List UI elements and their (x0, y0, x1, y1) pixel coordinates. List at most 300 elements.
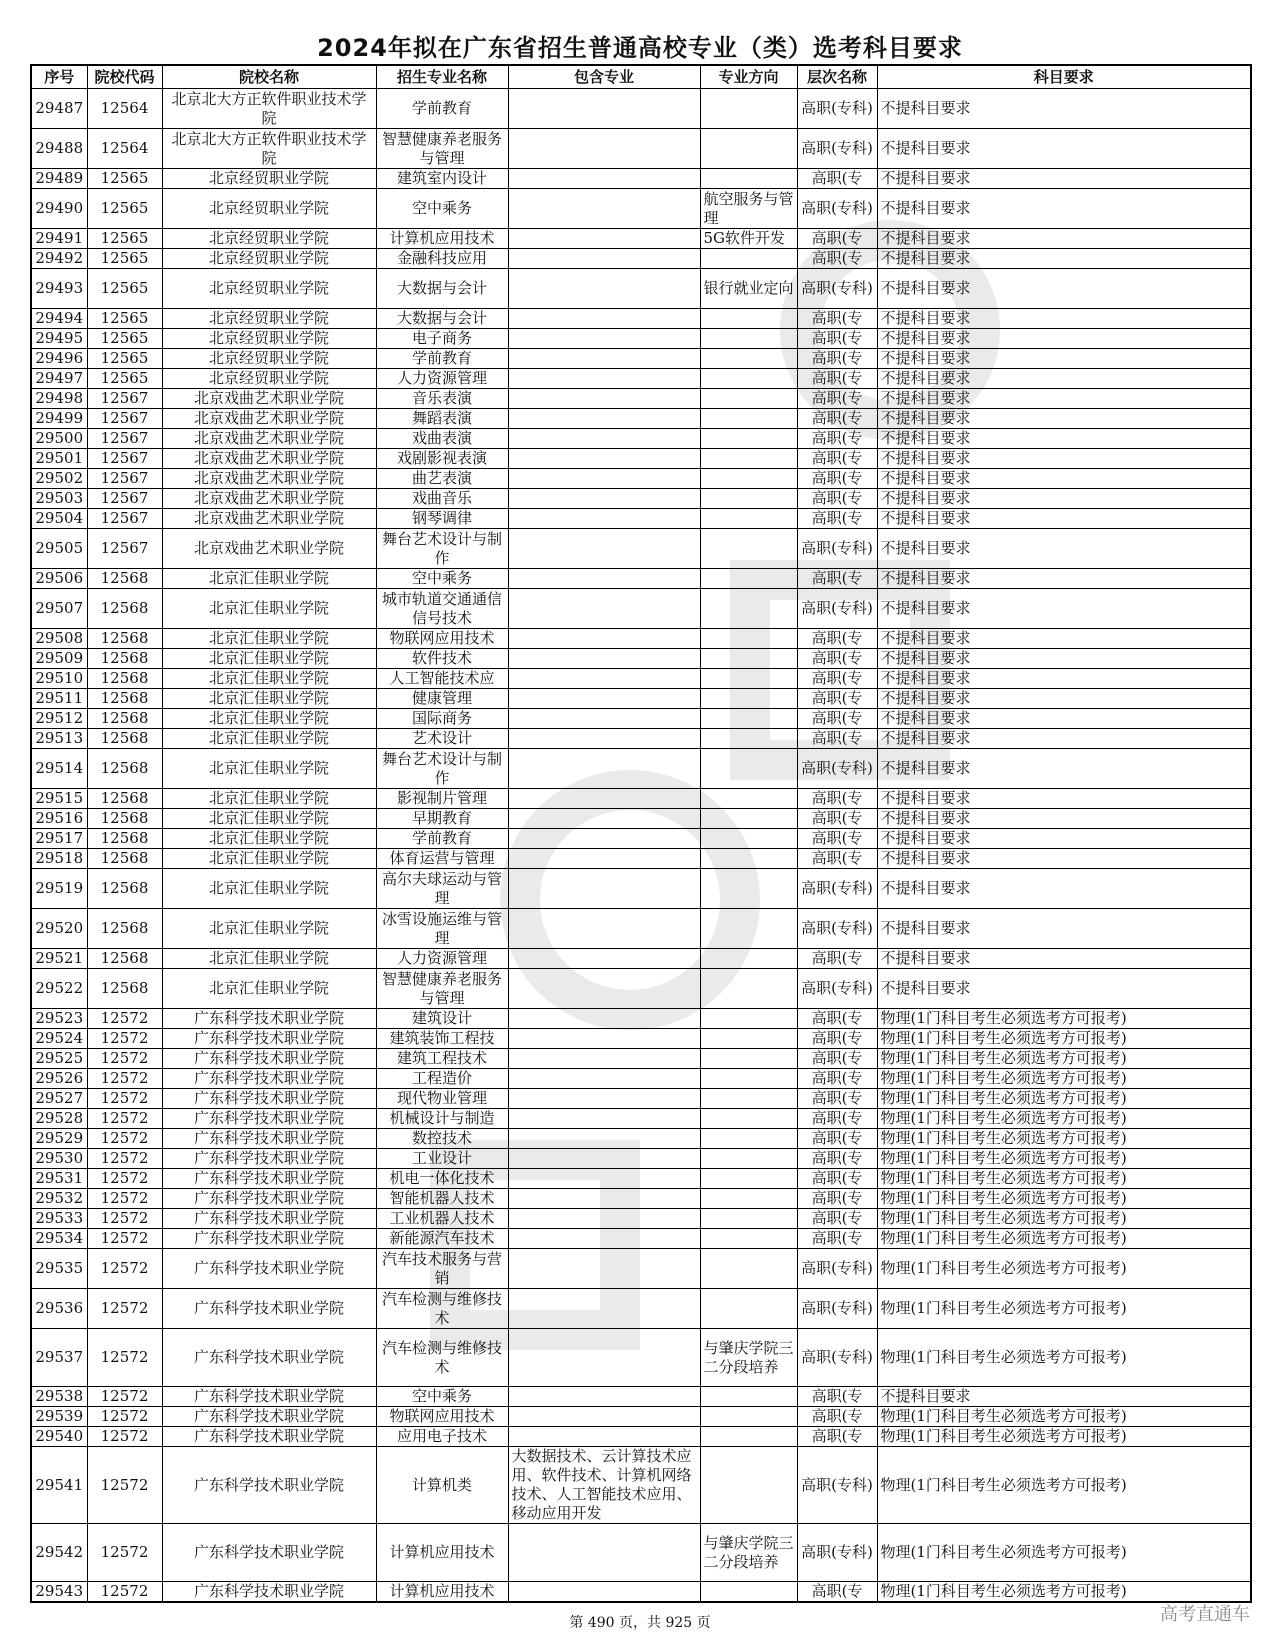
cell-school: 北京经贸职业学院 (162, 369, 376, 389)
table-row (31, 1189, 1251, 1209)
cell-school: 北京汇佳职业学院 (162, 669, 376, 689)
cell-major: 建筑工程技术 (376, 1049, 508, 1069)
cell-requirement: 不提科目要求 (877, 829, 1251, 849)
cell-school: 广东科学技术职业学院 (162, 1407, 376, 1427)
table-row (31, 469, 1251, 489)
cell-school: 广东科学技术职业学院 (162, 1069, 376, 1089)
cell-major: 机电一体化技术 (376, 1169, 508, 1189)
cell-major: 大数据与会计 (376, 309, 508, 329)
cell-school: 广东科学技术职业学院 (162, 1427, 376, 1447)
cell-requirement: 物理(1门科目考生必须选考方可报考) (877, 1447, 1251, 1524)
cell-direction (700, 249, 797, 269)
cell-direction (700, 449, 797, 469)
cell-code: 12568 (87, 689, 162, 709)
cell-requirement: 不提科目要求 (877, 649, 1251, 669)
cell-includes (508, 249, 700, 269)
cell-code: 12564 (87, 129, 162, 169)
cell-requirement: 物理(1门科目考生必须选考方可报考) (877, 1189, 1251, 1209)
cell-major: 智能机器人技术 (376, 1189, 508, 1209)
cell-major: 人力资源管理 (376, 949, 508, 969)
cell-includes (508, 909, 700, 949)
cell-level: 高职(专 (797, 429, 877, 449)
cell-requirement: 不提科目要求 (877, 329, 1251, 349)
cell-code: 12565 (87, 269, 162, 309)
cell-seq: 29502 (31, 469, 87, 489)
cell-seq: 29524 (31, 1029, 87, 1049)
header-includes: 包含专业 (508, 65, 700, 89)
cell-direction: 5G软件开发 (700, 229, 797, 249)
cell-major: 物联网应用技术 (376, 1407, 508, 1427)
cell-includes (508, 589, 700, 629)
cell-seq: 29538 (31, 1387, 87, 1407)
cell-major: 大数据与会计 (376, 269, 508, 309)
cell-school: 北京戏曲艺术职业学院 (162, 429, 376, 449)
cell-level: 高职(专 (797, 649, 877, 669)
cell-school: 北京汇佳职业学院 (162, 849, 376, 869)
cell-includes (508, 389, 700, 409)
cell-code: 12567 (87, 389, 162, 409)
cell-major: 舞台艺术设计与制作 (376, 529, 508, 569)
cell-code: 12568 (87, 729, 162, 749)
cell-level: 高职(专 (797, 1229, 877, 1249)
table-row (31, 589, 1251, 629)
cell-includes (508, 869, 700, 909)
cell-code: 12567 (87, 409, 162, 429)
cell-major: 智慧健康养老服务与管理 (376, 129, 508, 169)
cell-includes (508, 1069, 700, 1089)
cell-code: 12572 (87, 1447, 162, 1524)
cell-direction (700, 1447, 797, 1524)
cell-direction (700, 949, 797, 969)
cell-requirement: 不提科目要求 (877, 169, 1251, 189)
cell-school: 广东科学技术职业学院 (162, 1447, 376, 1524)
cell-major: 音乐表演 (376, 389, 508, 409)
cell-school: 北京戏曲艺术职业学院 (162, 389, 376, 409)
cell-code: 12565 (87, 349, 162, 369)
cell-major: 钢琴调律 (376, 509, 508, 529)
cell-direction (700, 1407, 797, 1427)
cell-direction (700, 689, 797, 709)
cell-direction: 航空服务与管理 (700, 189, 797, 229)
table-row (31, 309, 1251, 329)
cell-code: 12572 (87, 1129, 162, 1149)
cell-requirement: 不提科目要求 (877, 749, 1251, 789)
cell-school: 北京汇佳职业学院 (162, 869, 376, 909)
cell-code: 12567 (87, 489, 162, 509)
cell-requirement: 不提科目要求 (877, 529, 1251, 569)
cell-major: 工程造价 (376, 1069, 508, 1089)
cell-includes (508, 949, 700, 969)
cell-direction (700, 589, 797, 629)
table-row (31, 1129, 1251, 1149)
cell-requirement: 物理(1门科目考生必须选考方可报考) (877, 1169, 1251, 1189)
cell-level: 高职(专 (797, 249, 877, 269)
cell-includes (508, 1524, 700, 1582)
cell-direction (700, 1089, 797, 1109)
table-row (31, 1387, 1251, 1407)
cell-seq: 29503 (31, 489, 87, 509)
table-row (31, 1289, 1251, 1329)
cell-level: 高职(专 (797, 1169, 877, 1189)
cell-direction (700, 1427, 797, 1447)
table-row (31, 809, 1251, 829)
cell-code: 12567 (87, 469, 162, 489)
cell-school: 广东科学技术职业学院 (162, 1387, 376, 1407)
cell-requirement: 物理(1门科目考生必须选考方可报考) (877, 1229, 1251, 1249)
cell-level: 高职(专 (797, 1109, 877, 1129)
cell-requirement: 不提科目要求 (877, 789, 1251, 809)
cell-school: 北京汇佳职业学院 (162, 949, 376, 969)
cell-code: 12568 (87, 629, 162, 649)
cell-school: 北京汇佳职业学院 (162, 749, 376, 789)
cell-requirement: 不提科目要求 (877, 969, 1251, 1009)
table-row (31, 1249, 1251, 1289)
table-row (31, 1407, 1251, 1427)
cell-major: 建筑装饰工程技 (376, 1029, 508, 1049)
cell-requirement: 物理(1门科目考生必须选考方可报考) (877, 1009, 1251, 1029)
cell-includes (508, 229, 700, 249)
cell-code: 12572 (87, 1009, 162, 1029)
table-row (31, 1029, 1251, 1049)
cell-seq: 29529 (31, 1129, 87, 1149)
cell-seq: 29493 (31, 269, 87, 309)
cell-code: 12572 (87, 1149, 162, 1169)
cell-major: 舞蹈表演 (376, 409, 508, 429)
cell-seq: 29520 (31, 909, 87, 949)
cell-level: 高职(专科) (797, 909, 877, 949)
cell-includes (508, 349, 700, 369)
cell-includes (508, 1582, 700, 1603)
cell-code: 12568 (87, 869, 162, 909)
cell-requirement: 不提科目要求 (877, 569, 1251, 589)
cell-major: 现代物业管理 (376, 1089, 508, 1109)
cell-includes (508, 329, 700, 349)
cell-school: 广东科学技术职业学院 (162, 1229, 376, 1249)
cell-level: 高职(专科) (797, 89, 877, 129)
cell-seq: 29530 (31, 1149, 87, 1169)
cell-school: 广东科学技术职业学院 (162, 1189, 376, 1209)
cell-code: 12572 (87, 1049, 162, 1069)
cell-seq: 29536 (31, 1289, 87, 1329)
cell-seq: 29492 (31, 249, 87, 269)
table-row (31, 269, 1251, 309)
cell-direction (700, 1029, 797, 1049)
cell-major: 艺术设计 (376, 729, 508, 749)
cell-requirement: 不提科目要求 (877, 729, 1251, 749)
cell-includes (508, 1049, 700, 1069)
cell-major: 空中乘务 (376, 569, 508, 589)
cell-seq: 29527 (31, 1089, 87, 1109)
table-row (31, 949, 1251, 969)
cell-school: 北京汇佳职业学院 (162, 689, 376, 709)
cell-level: 高职(专 (797, 449, 877, 469)
cell-code: 12572 (87, 1249, 162, 1289)
cell-code: 12572 (87, 1387, 162, 1407)
cell-school: 北京戏曲艺术职业学院 (162, 509, 376, 529)
cell-code: 12568 (87, 649, 162, 669)
cell-seq: 29509 (31, 649, 87, 669)
cell-level: 高职(专 (797, 1582, 877, 1603)
cell-includes (508, 709, 700, 729)
cell-major: 体育运营与管理 (376, 849, 508, 869)
cell-direction (700, 909, 797, 949)
cell-major: 机械设计与制造 (376, 1109, 508, 1129)
cell-code: 12567 (87, 529, 162, 569)
page-title: 2024年拟在广东省招生普通高校专业（类）选考科目要求 (317, 34, 963, 62)
cell-major: 建筑室内设计 (376, 169, 508, 189)
cell-direction (700, 169, 797, 189)
cell-seq: 29504 (31, 509, 87, 529)
cell-seq: 29519 (31, 869, 87, 909)
cell-seq: 29542 (31, 1524, 87, 1582)
cell-major: 汽车技术服务与营销 (376, 1249, 508, 1289)
cell-seq: 29510 (31, 669, 87, 689)
cell-direction (700, 629, 797, 649)
cell-seq: 29507 (31, 589, 87, 629)
cell-includes (508, 409, 700, 429)
cell-major: 计算机应用技术 (376, 1582, 508, 1603)
cell-requirement: 不提科目要求 (877, 409, 1251, 429)
table-row (31, 1582, 1251, 1603)
cell-school: 广东科学技术职业学院 (162, 1524, 376, 1582)
cell-includes (508, 729, 700, 749)
cell-seq: 29533 (31, 1209, 87, 1229)
cell-includes (508, 169, 700, 189)
cell-direction (700, 1169, 797, 1189)
cell-direction (700, 849, 797, 869)
cell-level: 高职(专科) (797, 269, 877, 309)
cell-school: 广东科学技术职业学院 (162, 1129, 376, 1149)
cell-code: 12572 (87, 1329, 162, 1387)
cell-level: 高职(专科) (797, 749, 877, 789)
cell-seq: 29522 (31, 969, 87, 1009)
cell-includes (508, 369, 700, 389)
cell-level: 高职(专 (797, 1427, 877, 1447)
cell-includes (508, 269, 700, 309)
cell-school: 北京汇佳职业学院 (162, 829, 376, 849)
cell-school: 北京汇佳职业学院 (162, 969, 376, 1009)
cell-level: 高职(专 (797, 309, 877, 329)
cell-level: 高职(专 (797, 669, 877, 689)
cell-level: 高职(专 (797, 229, 877, 249)
cell-major: 建筑设计 (376, 1009, 508, 1029)
cell-includes (508, 449, 700, 469)
cell-includes (508, 1249, 700, 1289)
cell-school: 北京戏曲艺术职业学院 (162, 529, 376, 569)
cell-seq: 29488 (31, 129, 87, 169)
cell-level: 高职(专 (797, 469, 877, 489)
header-direction: 专业方向 (700, 65, 797, 89)
cell-level: 高职(专科) (797, 589, 877, 629)
table-row (31, 1109, 1251, 1129)
cell-requirement: 物理(1门科目考生必须选考方可报考) (877, 1029, 1251, 1049)
cell-includes (508, 689, 700, 709)
cell-school: 北京经贸职业学院 (162, 349, 376, 369)
cell-major: 冰雪设施运维与管理 (376, 909, 508, 949)
cell-direction (700, 1229, 797, 1249)
cell-direction (700, 569, 797, 589)
cell-includes: 大数据技术、云计算技术应用、软件技术、计算机网络技术、人工智能技术应用、移动应用开发 (508, 1447, 700, 1524)
cell-requirement: 不提科目要求 (877, 469, 1251, 489)
cell-direction (700, 429, 797, 449)
brand-watermark: 高考直通车 (1160, 1604, 1250, 1625)
cell-direction (700, 1109, 797, 1129)
cell-code: 12572 (87, 1069, 162, 1089)
cell-direction (700, 509, 797, 529)
cell-requirement: 不提科目要求 (877, 309, 1251, 329)
cell-seq: 29539 (31, 1407, 87, 1427)
cell-direction (700, 1582, 797, 1603)
cell-code: 12568 (87, 709, 162, 729)
cell-direction (700, 1209, 797, 1229)
table-row (31, 249, 1251, 269)
cell-level: 高职(专 (797, 1387, 877, 1407)
cell-requirement: 不提科目要求 (877, 909, 1251, 949)
cell-direction (700, 129, 797, 169)
cell-requirement: 不提科目要求 (877, 809, 1251, 829)
cell-requirement: 物理(1门科目考生必须选考方可报考) (877, 1089, 1251, 1109)
cell-major: 汽车检测与维修技术 (376, 1289, 508, 1329)
cell-code: 12567 (87, 429, 162, 449)
cell-includes (508, 429, 700, 449)
cell-direction (700, 809, 797, 829)
cell-seq: 29534 (31, 1229, 87, 1249)
header-major: 招生专业名称 (376, 65, 508, 89)
cell-school: 北京汇佳职业学院 (162, 649, 376, 669)
cell-major: 人工智能技术应 (376, 669, 508, 689)
cell-level: 高职(专 (797, 729, 877, 749)
cell-code: 12572 (87, 1109, 162, 1129)
cell-seq: 29512 (31, 709, 87, 729)
cell-seq: 29499 (31, 409, 87, 429)
cell-direction (700, 749, 797, 789)
cell-major: 影视制片管理 (376, 789, 508, 809)
cell-direction (700, 489, 797, 509)
table-row (31, 1524, 1251, 1582)
table-row (31, 729, 1251, 749)
cell-school: 北京北大方正软件职业技术学院 (162, 129, 376, 169)
cell-school: 北京戏曲艺术职业学院 (162, 469, 376, 489)
cell-code: 12565 (87, 229, 162, 249)
cell-school: 北京汇佳职业学院 (162, 569, 376, 589)
cell-school: 北京经贸职业学院 (162, 249, 376, 269)
cell-major: 金融科技应用 (376, 249, 508, 269)
cell-level: 高职(专 (797, 509, 877, 529)
cell-school: 北京经贸职业学院 (162, 269, 376, 309)
cell-major: 学前教育 (376, 829, 508, 849)
cell-includes (508, 529, 700, 569)
cell-school: 北京汇佳职业学院 (162, 789, 376, 809)
cell-code: 12568 (87, 829, 162, 849)
cell-level: 高职(专 (797, 829, 877, 849)
cell-requirement: 不提科目要求 (877, 509, 1251, 529)
cell-major: 软件技术 (376, 649, 508, 669)
cell-major: 高尔夫球运动与管理 (376, 869, 508, 909)
cell-includes (508, 849, 700, 869)
cell-code: 12568 (87, 789, 162, 809)
table-row (31, 1447, 1251, 1524)
table-row (31, 1089, 1251, 1109)
cell-code: 12565 (87, 189, 162, 229)
cell-seq: 29535 (31, 1249, 87, 1289)
cell-requirement: 物理(1门科目考生必须选考方可报考) (877, 1582, 1251, 1603)
cell-school: 北京汇佳职业学院 (162, 729, 376, 749)
table-row (31, 529, 1251, 569)
table-row (31, 489, 1251, 509)
table-row (31, 1069, 1251, 1089)
cell-includes (508, 1169, 700, 1189)
cell-level: 高职(专 (797, 949, 877, 969)
cell-requirement: 不提科目要求 (877, 249, 1251, 269)
cell-seq: 29490 (31, 189, 87, 229)
cell-school: 北京汇佳职业学院 (162, 589, 376, 629)
cell-includes (508, 1029, 700, 1049)
cell-seq: 29501 (31, 449, 87, 469)
cell-direction (700, 1387, 797, 1407)
cell-major: 电子商务 (376, 329, 508, 349)
table-row (31, 1427, 1251, 1447)
cell-major: 新能源汽车技术 (376, 1229, 508, 1249)
cell-includes (508, 749, 700, 789)
cell-direction (700, 649, 797, 669)
cell-code: 12572 (87, 1229, 162, 1249)
cell-school: 广东科学技术职业学院 (162, 1009, 376, 1029)
cell-seq: 29508 (31, 629, 87, 649)
cell-seq: 29537 (31, 1329, 87, 1387)
cell-includes (508, 669, 700, 689)
cell-direction (700, 389, 797, 409)
cell-requirement: 物理(1门科目考生必须选考方可报考) (877, 1407, 1251, 1427)
cell-school: 广东科学技术职业学院 (162, 1049, 376, 1069)
cell-level: 高职(专 (797, 569, 877, 589)
cell-requirement: 物理(1门科目考生必须选考方可报考) (877, 1249, 1251, 1289)
cell-school: 广东科学技术职业学院 (162, 1329, 376, 1387)
cell-direction (700, 1049, 797, 1069)
cell-seq: 29526 (31, 1069, 87, 1089)
cell-seq: 29487 (31, 89, 87, 129)
table-row (31, 89, 1251, 129)
cell-seq: 29500 (31, 429, 87, 449)
cell-direction: 银行就业定向 (700, 269, 797, 309)
cell-code: 12565 (87, 249, 162, 269)
cell-requirement: 不提科目要求 (877, 669, 1251, 689)
cell-code: 12572 (87, 1189, 162, 1209)
cell-requirement: 不提科目要求 (877, 269, 1251, 309)
table-row (31, 1209, 1251, 1229)
cell-major: 早期教育 (376, 809, 508, 829)
table-row (31, 869, 1251, 909)
cell-major: 学前教育 (376, 89, 508, 129)
cell-school: 北京经贸职业学院 (162, 169, 376, 189)
cell-level: 高职(专 (797, 409, 877, 429)
cell-school: 北京经贸职业学院 (162, 189, 376, 229)
cell-includes (508, 649, 700, 669)
cell-level: 高职(专 (797, 389, 877, 409)
cell-seq: 29498 (31, 389, 87, 409)
table-row (31, 169, 1251, 189)
cell-code: 12568 (87, 849, 162, 869)
cell-code: 12572 (87, 1289, 162, 1329)
cell-direction (700, 729, 797, 749)
cell-code: 12572 (87, 1524, 162, 1582)
cell-level: 高职(专 (797, 1029, 877, 1049)
cell-includes (508, 189, 700, 229)
cell-includes (508, 1129, 700, 1149)
cell-includes (508, 1387, 700, 1407)
cell-school: 广东科学技术职业学院 (162, 1289, 376, 1329)
table-row (31, 689, 1251, 709)
cell-requirement: 不提科目要求 (877, 709, 1251, 729)
